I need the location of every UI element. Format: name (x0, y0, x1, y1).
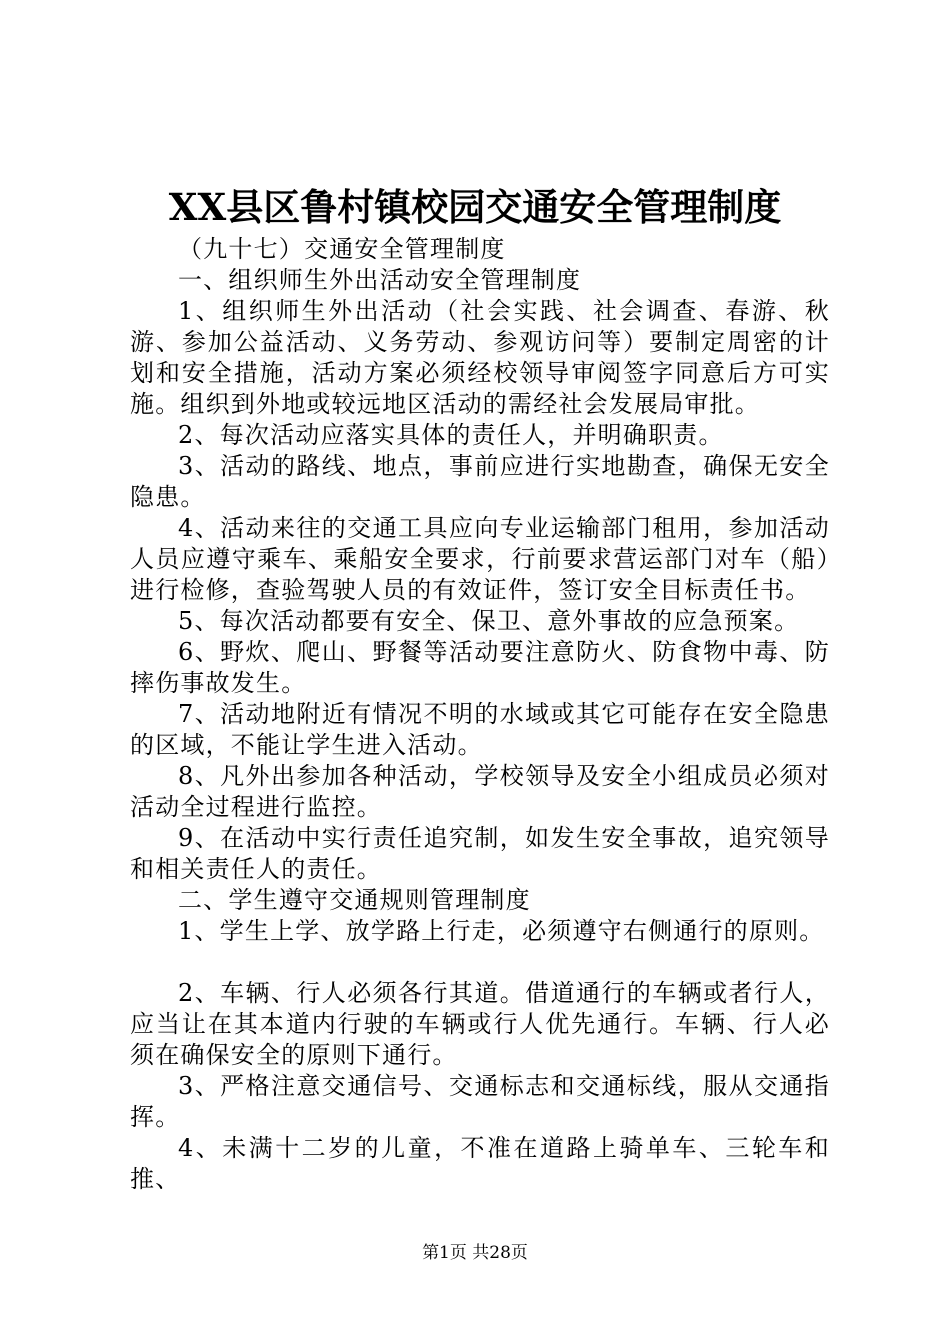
paragraph: 2、车辆、行人必须各行其道。借道通行的车辆或者行人，应当让在其本道内行驶的车辆或行人优先通行。车辆、行人必须在确保安全的原则下通行。 (130, 979, 830, 1069)
section-heading: 二、学生遵守交通规则管理制度 (178, 886, 531, 914)
document-title: XX县区鲁村镇校园交通安全管理制度 (168, 185, 782, 229)
paragraph: 4、活动来往的交通工具应向专业运输部门租用，参加活动人员应遵守乘车、乘船安全要求，行前要求营运部门对车（船）进行检修，查验驾驶人员的有效证件，签订安全目标责任书。 (130, 514, 830, 604)
paragraph: 9、在活动中实行责任追究制，如发生安全事故，追究领导和相关责任人的责任。 (130, 824, 830, 883)
page-number-footer: 第1页 共28页 (422, 1243, 528, 1263)
section-heading: （九十七）交通安全管理制度 (178, 235, 506, 263)
section-heading: 一、组织师生外出活动安全管理制度 (178, 266, 582, 294)
document-body (130, 234, 830, 1195)
paragraph: 5、每次活动都要有安全、保卫、意外事故的应急预案。 (178, 607, 800, 635)
paragraph: 1、学生上学、放学路上行走，必须遵守右侧通行的原则。 (178, 917, 825, 945)
paragraph: 3、严格注意交通信号、交通标志和交通标线，服从交通指挥。 (130, 1072, 830, 1131)
paragraph: 2、每次活动应落实具体的责任人，并明确职责。 (178, 421, 724, 449)
paragraph: 7、活动地附近有情况不明的水域或其它可能存在安全隐患的区域，不能让学生进入活动。 (130, 700, 830, 759)
paragraph: 4、未满十二岁的儿童，不准在道路上骑单车、三轮车和推、 (130, 1134, 830, 1193)
paragraph: 6、野炊、爬山、野餐等活动要注意防火、防食物中毒、防摔伤事故发生。 (130, 638, 830, 697)
paragraph: 3、活动的路线、地点，事前应进行实地勘查，确保无安全隐患。 (130, 452, 830, 511)
paragraph: 8、凡外出参加各种活动，学校领导及安全小组成员必须对活动全过程进行监控。 (130, 762, 830, 821)
paragraph: 1、组织师生外出活动（社会实践、社会调查、春游、秋游、参加公益活动、义务劳动、参观访问等）要制定周密的计划和安全措施，活动方案必须经校领导审阅签字同意后方可实施。组织到外地或较远地区活动的需经社会发展局审批。 (130, 297, 830, 418)
